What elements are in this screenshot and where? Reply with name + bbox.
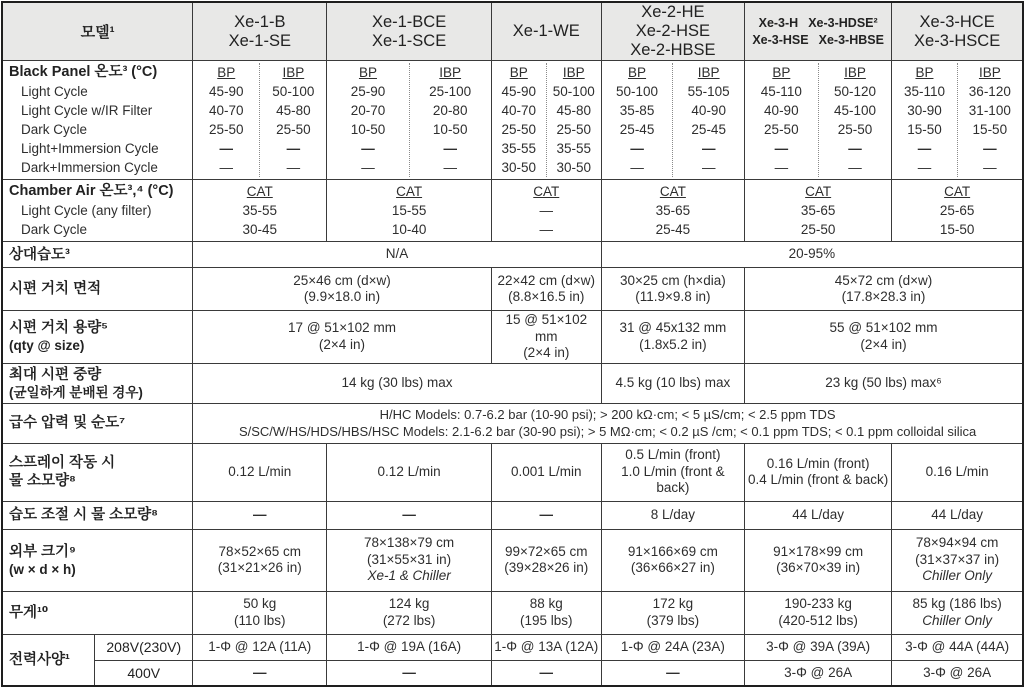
humidity-na-cell: N/A: [193, 242, 602, 268]
row-label: 물 소모량⁸: [9, 473, 76, 489]
row-label-weight: 무게¹⁰: [2, 591, 193, 634]
dim-cell-xe3hce: [892, 529, 1023, 591]
spec-table: [1, 1, 1024, 687]
spec-value: 15-55: [391, 203, 427, 218]
weight-cell-xe1we: [491, 591, 601, 634]
spec-value: 88 kg: [529, 596, 563, 611]
cat-header: CAT: [246, 184, 273, 199]
model-name: Xe-2-HBSE: [630, 41, 716, 59]
spec-value: 25-65: [939, 203, 975, 218]
power-row-400v: [2, 660, 1023, 686]
spec-value: (31×55×31 in): [367, 551, 452, 567]
spec-value: 15 @ 51×102 mm: [505, 312, 588, 344]
model-name: Xe-3-HSCE: [914, 31, 1001, 50]
spec-value: —: [539, 222, 554, 237]
row-sublabel: (qty @ size): [9, 338, 85, 354]
spec-value: —: [361, 160, 375, 175]
max-weight-cell-xe3: 23 kg (50 lbs) max⁶: [745, 363, 1024, 403]
humidity-range-cell: 20-95%: [601, 242, 1023, 268]
spec-value: 35-85: [619, 103, 655, 118]
spec-value: —: [983, 141, 997, 156]
spec-value: 99×72×65 cm: [504, 543, 588, 559]
spec-value: 31-100: [968, 103, 1011, 118]
spec-value: 1.0 L/min (front & back): [621, 463, 725, 496]
header-row: [2, 2, 1023, 61]
spec-value: 78×94×94 cm: [915, 535, 999, 551]
model-name: Xe-3-HDSE²: [808, 15, 878, 30]
spec-value: —: [443, 141, 457, 156]
ibp-header: IBP: [562, 65, 585, 80]
spec-value: (110 lbs): [234, 612, 286, 628]
spec-value: 50-120: [833, 84, 876, 99]
humidity-row: [2, 242, 1023, 268]
row-label-max-weight: [2, 363, 193, 403]
spec-value: (8.8×16.5 in): [508, 289, 585, 304]
spec-value: —: [774, 141, 789, 156]
weight-cell-xe3hce: [892, 591, 1023, 634]
ibp-header: IBP: [978, 65, 1001, 80]
spec-value: (39×28×26 in): [504, 560, 589, 575]
spec-value: —: [848, 160, 862, 175]
spec-value: —: [219, 160, 233, 175]
row-sublabel: (w × d × h): [9, 561, 76, 577]
ibp-header: IBP: [844, 65, 866, 80]
bp-cell-xe1b: [193, 61, 327, 180]
bp-header: BP: [358, 65, 377, 80]
spec-value: —: [539, 203, 554, 218]
spec-value: —: [774, 160, 789, 175]
spec-value: 0.4 L/min (front & back): [747, 472, 889, 487]
col-header-xe1we: [491, 2, 601, 61]
power-cell-xe2-208: 1-Φ @ 24A (23A): [601, 634, 744, 660]
power-cell-xe3h-400: 3-Φ @ 26A: [745, 660, 892, 686]
spec-value: 25-45: [655, 222, 691, 237]
spec-value: 25-50: [208, 122, 244, 137]
row-label: 스프레이 작동 시: [9, 455, 116, 471]
spec-value: 0.16 L/min (front): [766, 455, 870, 471]
spec-value: 35-55: [501, 141, 537, 156]
capacity-cell-xe1: [193, 311, 492, 364]
spec-value: (420-512 lbs): [778, 612, 858, 628]
row-label-power: 전력사양¹: [2, 634, 95, 686]
spec-value: 50-100: [552, 84, 595, 99]
spec-value: 25-50: [556, 122, 592, 137]
row-label-humidity: 상대습도³: [2, 242, 193, 268]
spec-value: 45-110: [760, 84, 802, 99]
humidity-water-cell-xe3hce: 44 L/day: [892, 501, 1023, 529]
spec-value: 15-50: [972, 122, 1008, 137]
spec-value: 10-50: [432, 122, 468, 137]
power-cell-xe3hce-208: 3-Φ @ 44A (44A): [892, 634, 1023, 660]
bp-cell-xe2: [601, 61, 744, 180]
model-name: Xe-1-WE: [512, 22, 580, 40]
ca-cell-xe1we: [491, 180, 601, 242]
spec-value: 45-90: [208, 84, 244, 99]
model-name: Xe-1-SCE: [371, 31, 447, 50]
col-header-xe1bce: [327, 2, 491, 61]
spec-value: 30-50: [501, 160, 537, 175]
col-header-xe3h: [745, 2, 892, 61]
model-name: Xe-3-HBSE: [818, 32, 884, 47]
spec-value: —: [443, 160, 457, 175]
spec-value: 50-100: [616, 84, 659, 99]
row-label-water-supply: 급수 압력 및 순도⁷: [2, 403, 193, 443]
voltage-label-208v: 208V(230V): [95, 634, 193, 660]
spec-value: (31×21×26 in): [217, 560, 302, 575]
spec-value: (17.8×28.3 in): [841, 289, 926, 304]
power-cell-xe2-400: —: [601, 660, 744, 686]
humidity-water-cell-xe1we: —: [491, 501, 601, 529]
spec-value: 35-110: [903, 84, 945, 99]
power-cell-xe3hce-400: 3-Φ @ 26A: [892, 660, 1023, 686]
spec-value: 45-80: [276, 103, 311, 118]
area-cell-xe2: [601, 268, 744, 311]
power-cell-xe1b-208: 1-Φ @ 12A (11A): [193, 634, 327, 660]
water-supply-row: [2, 403, 1023, 443]
spec-value: 91×166×69 cm: [627, 543, 718, 559]
spec-value: (9.9×18.0 in): [303, 289, 381, 304]
capacity-cell-xe1we: [491, 311, 601, 364]
model-label: 모델¹: [80, 24, 115, 41]
spec-value: 25-50: [764, 122, 799, 137]
model-header-cell: [2, 2, 193, 61]
spec-value: —: [917, 160, 932, 175]
bp-cell-xe1bce: [327, 61, 491, 180]
model-name: Xe-1-B: [234, 12, 286, 31]
spec-value: 50 kg: [243, 596, 277, 611]
spec-value: 20-80: [432, 103, 468, 118]
model-name: Xe-1-BCE: [371, 12, 447, 31]
power-cell-xe1bce-400: —: [327, 660, 491, 686]
cat-header: CAT: [805, 184, 832, 199]
spec-value: 55-105: [687, 84, 730, 99]
max-weight-cell-xe1: 14 kg (30 lbs) max: [193, 363, 602, 403]
spec-value: 25-50: [276, 122, 311, 137]
power-cell-xe1we-400: —: [491, 660, 601, 686]
col-header-xe3hce: [892, 2, 1023, 61]
spec-value: —: [286, 160, 301, 175]
dim-cell-xe1bce: [327, 529, 491, 591]
spec-value: —: [630, 141, 644, 156]
spec-value: 35-55: [242, 203, 278, 218]
bp-cell-xe1we: [491, 61, 601, 180]
spec-value: 91×178×99 cm: [773, 543, 864, 559]
spec-value: 30-45: [242, 222, 278, 237]
capacity-cell-xe3: [745, 311, 1024, 364]
spec-value: 55 @ 51×102 mm: [829, 320, 938, 336]
spec-value: (11.9×9.8 in): [635, 289, 711, 304]
cat-header: CAT: [659, 184, 686, 199]
row-label: 외부 크기⁹: [9, 543, 76, 560]
spec-value: 36-120: [968, 84, 1011, 99]
cycle-label: Light Cycle (any filter): [21, 203, 152, 218]
area-cell-xe3: [745, 268, 1024, 311]
spec-note: Xe-1 & Chiller: [367, 568, 451, 584]
spray-cell-xe1bce: 0.12 L/min: [327, 443, 491, 501]
spec-value: 30×25 cm (h×dia): [619, 272, 726, 288]
spec-value: (2×4 in): [318, 336, 366, 352]
weight-row: [2, 591, 1023, 634]
spec-value: (2×4 in): [523, 345, 570, 360]
spec-value: 22×42 cm (d×w): [497, 272, 596, 288]
spec-value: 190-233 kg: [784, 596, 852, 611]
power-cell-xe1we-208: 1-Φ @ 13A (12A): [491, 634, 601, 660]
humidity-water-cell-xe3h: 44 L/day: [745, 501, 892, 529]
spec-value: —: [701, 141, 716, 156]
spec-value: —: [983, 160, 997, 175]
row-label-humidity-water: 습도 조절 시 물 소모량⁸: [2, 501, 193, 529]
spec-value: (195 lbs): [520, 612, 573, 628]
humidity-water-row: [2, 501, 1023, 529]
spec-value: 10-50: [350, 122, 386, 137]
model-name: Xe-1-SE: [228, 31, 291, 50]
cycle-label: Dark Cycle: [21, 122, 88, 137]
spray-cell-xe3h: [745, 443, 892, 501]
spec-value: 31 @ 45x132 mm: [619, 320, 727, 336]
spec-value: 45-100: [833, 103, 876, 118]
spec-value: 35-55: [556, 141, 592, 156]
spec-value: 25-50: [800, 222, 836, 237]
max-weight-cell-xe2: 4.5 kg (10 lbs) max: [601, 363, 744, 403]
power-cell-xe1bce-208: 1-Φ @ 19A (16A): [327, 634, 491, 660]
bp-cell-xe3h: [745, 61, 892, 180]
cycle-label: Dark Cycle: [21, 222, 88, 237]
spec-value: 50-100: [272, 84, 315, 99]
row-label-area: 시편 거치 면적: [2, 268, 193, 311]
chamber-air-row: [2, 180, 1023, 242]
area-row: [2, 268, 1023, 311]
ca-cell-xe2: [601, 180, 744, 242]
weight-cell-xe3h: [745, 591, 892, 634]
spec-value: 15-50: [939, 222, 975, 237]
power-row-208v: [2, 634, 1023, 660]
spec-value: (36×66×27 in): [630, 560, 715, 575]
ca-cell-xe3hce: [892, 180, 1023, 242]
dim-cell-xe1we: [491, 529, 601, 591]
spec-value: —: [701, 160, 716, 175]
spec-value: 172 kg: [652, 596, 694, 611]
row-label-capacity: [2, 311, 193, 364]
col-header-xe1b: [193, 2, 327, 61]
bp-header: BP: [217, 65, 236, 80]
spec-value: 45-90: [501, 84, 537, 99]
spec-value: 25-100: [429, 84, 472, 99]
spec-value: 30-50: [556, 160, 592, 175]
model-name: Xe-2-HE: [641, 3, 705, 21]
dim-cell-xe3h: [745, 529, 892, 591]
spec-value: 15-50: [907, 122, 942, 137]
spec-value: (379 lbs): [646, 612, 700, 628]
spec-value: 40-70: [501, 103, 537, 118]
water-supply-cell: [193, 403, 1023, 443]
spec-value: H/HC Models: 0.7-6.2 bar (10-90 psi); > 200 kΩ·cm; < 5 µS/cm; < 2.5 ppm TDS: [379, 407, 836, 422]
max-weight-row: [2, 363, 1023, 403]
spray-cell-xe1b: 0.12 L/min: [193, 443, 327, 501]
spec-value: 25×46 cm (d×w): [293, 272, 391, 288]
cat-header: CAT: [944, 184, 971, 199]
spec-value: 40-90: [764, 103, 799, 118]
model-name: Xe-3-H: [758, 15, 799, 30]
spec-value: (2×4 in): [860, 336, 907, 352]
spec-value: 40-70: [208, 103, 244, 118]
power-cell-xe3h-208: 3-Φ @ 39A (39A): [745, 634, 892, 660]
spec-value: —: [286, 141, 301, 156]
row-label-spray: [2, 443, 193, 501]
spec-value: 25-45: [619, 122, 655, 137]
spec-value: 20-70: [350, 103, 386, 118]
spec-value: (272 lbs): [382, 612, 436, 628]
humidity-water-cell-xe2: 8 L/day: [601, 501, 744, 529]
row-label: 시편 거치 용량⁵: [9, 320, 108, 337]
spec-value: —: [219, 141, 233, 156]
bp-header: BP: [772, 65, 791, 80]
spec-value: 25-50: [501, 122, 537, 137]
area-cell-xe1we: [491, 268, 601, 311]
spec-value: 25-45: [691, 122, 726, 137]
row-label-chamber-air: [2, 180, 193, 242]
ca-cell-xe1bce: [327, 180, 491, 242]
humidity-water-cell-xe1b: —: [193, 501, 327, 529]
spec-value: 45-80: [556, 103, 592, 118]
cat-header: CAT: [396, 184, 423, 199]
bp-header: BP: [509, 65, 528, 80]
spec-value: 45×72 cm (d×w): [834, 272, 933, 288]
weight-cell-xe1b: [193, 591, 327, 634]
spec-value: 78×52×65 cm: [218, 543, 302, 559]
spray-cell-xe2: [601, 443, 744, 501]
spray-row: [2, 443, 1023, 501]
dim-cell-xe1b: [193, 529, 327, 591]
bp-header: BP: [915, 65, 934, 80]
spec-value: 10-40: [391, 222, 427, 237]
cat-header: CAT: [533, 184, 560, 199]
humidity-water-cell-xe1bce: —: [327, 501, 491, 529]
cycle-label: Light Cycle w/IR Filter: [21, 103, 153, 118]
row-label: 최대 시편 중량: [9, 366, 102, 383]
bp-cell-xe3hce: [892, 61, 1023, 180]
spec-value: 25-50: [837, 122, 873, 137]
ibp-header: IBP: [697, 65, 720, 80]
cycle-label: Light+Immersion Cycle: [21, 141, 159, 156]
weight-cell-xe1bce: [327, 591, 491, 634]
spec-value: —: [917, 141, 932, 156]
spec-value: 124 kg: [388, 596, 430, 611]
model-name: Xe-3-HCE: [919, 12, 995, 31]
area-cell-xe1: [193, 268, 492, 311]
spec-value: 78×138×79 cm: [364, 535, 455, 551]
spec-value: (36×70×39 in): [776, 560, 861, 575]
row-label-black-panel: [2, 61, 193, 180]
weight-cell-xe2: [601, 591, 744, 634]
spec-note: Chiller Only: [922, 568, 993, 584]
spec-value: (1.8x5.2 in): [639, 336, 707, 352]
spec-value: —: [630, 160, 644, 175]
ca-cell-xe1b: [193, 180, 327, 242]
model-name: Xe-2-HSE: [635, 22, 711, 40]
ibp-header: IBP: [282, 65, 305, 80]
spec-value: (31×37×37 in): [915, 551, 1000, 567]
section-title: Black Panel 온도³ (°C): [9, 64, 158, 80]
spray-cell-xe3hce: 0.16 L/min: [892, 443, 1023, 501]
capacity-cell-xe2: [601, 311, 744, 364]
spec-value: —: [848, 141, 862, 156]
row-sublabel: (균일하게 분배된 경우): [9, 384, 143, 400]
spec-value: 85 kg (186 lbs): [912, 596, 1002, 611]
voltage-label-400v: 400V: [95, 660, 193, 686]
ca-cell-xe3h: [745, 180, 892, 242]
spec-note: Chiller Only: [922, 612, 993, 628]
model-name: Xe-3-HSE: [752, 32, 809, 47]
cycle-label: Light Cycle: [21, 84, 88, 99]
section-title: Chamber Air 온도³,⁴ (°C): [9, 183, 174, 199]
power-cell-xe1b-400: —: [193, 660, 327, 686]
dim-cell-xe2: [601, 529, 744, 591]
spray-cell-xe1we: 0.001 L/min: [491, 443, 601, 501]
spec-value: 40-90: [691, 103, 726, 118]
ibp-header: IBP: [439, 65, 462, 80]
bp-header: BP: [628, 65, 647, 80]
row-label-dimensions: [2, 529, 193, 591]
spec-value: 25-90: [350, 84, 386, 99]
cycle-label: Dark+Immersion Cycle: [21, 160, 158, 175]
spec-value: 0.5 L/min (front): [625, 447, 721, 463]
spec-value: 35-65: [655, 203, 691, 218]
spec-sheet: [1, 1, 1024, 687]
spec-value: 35-65: [800, 203, 836, 218]
spec-value: 30-90: [907, 103, 942, 118]
capacity-row: [2, 311, 1023, 364]
black-panel-row: [2, 61, 1023, 180]
spec-value: —: [361, 141, 375, 156]
spec-value: S/SC/W/HS/HDS/HBS/HSC Models: 2.1-6.2 bar (30-90 psi); > 5 MΩ·cm; < 0.2 µS /cm; < 0.1 ppm TDS; < 0.1 ppm colloidal silica: [238, 424, 977, 439]
spec-value: 17 @ 51×102 mm: [288, 320, 396, 336]
dimensions-row: [2, 529, 1023, 591]
col-header-xe2: [601, 2, 744, 61]
